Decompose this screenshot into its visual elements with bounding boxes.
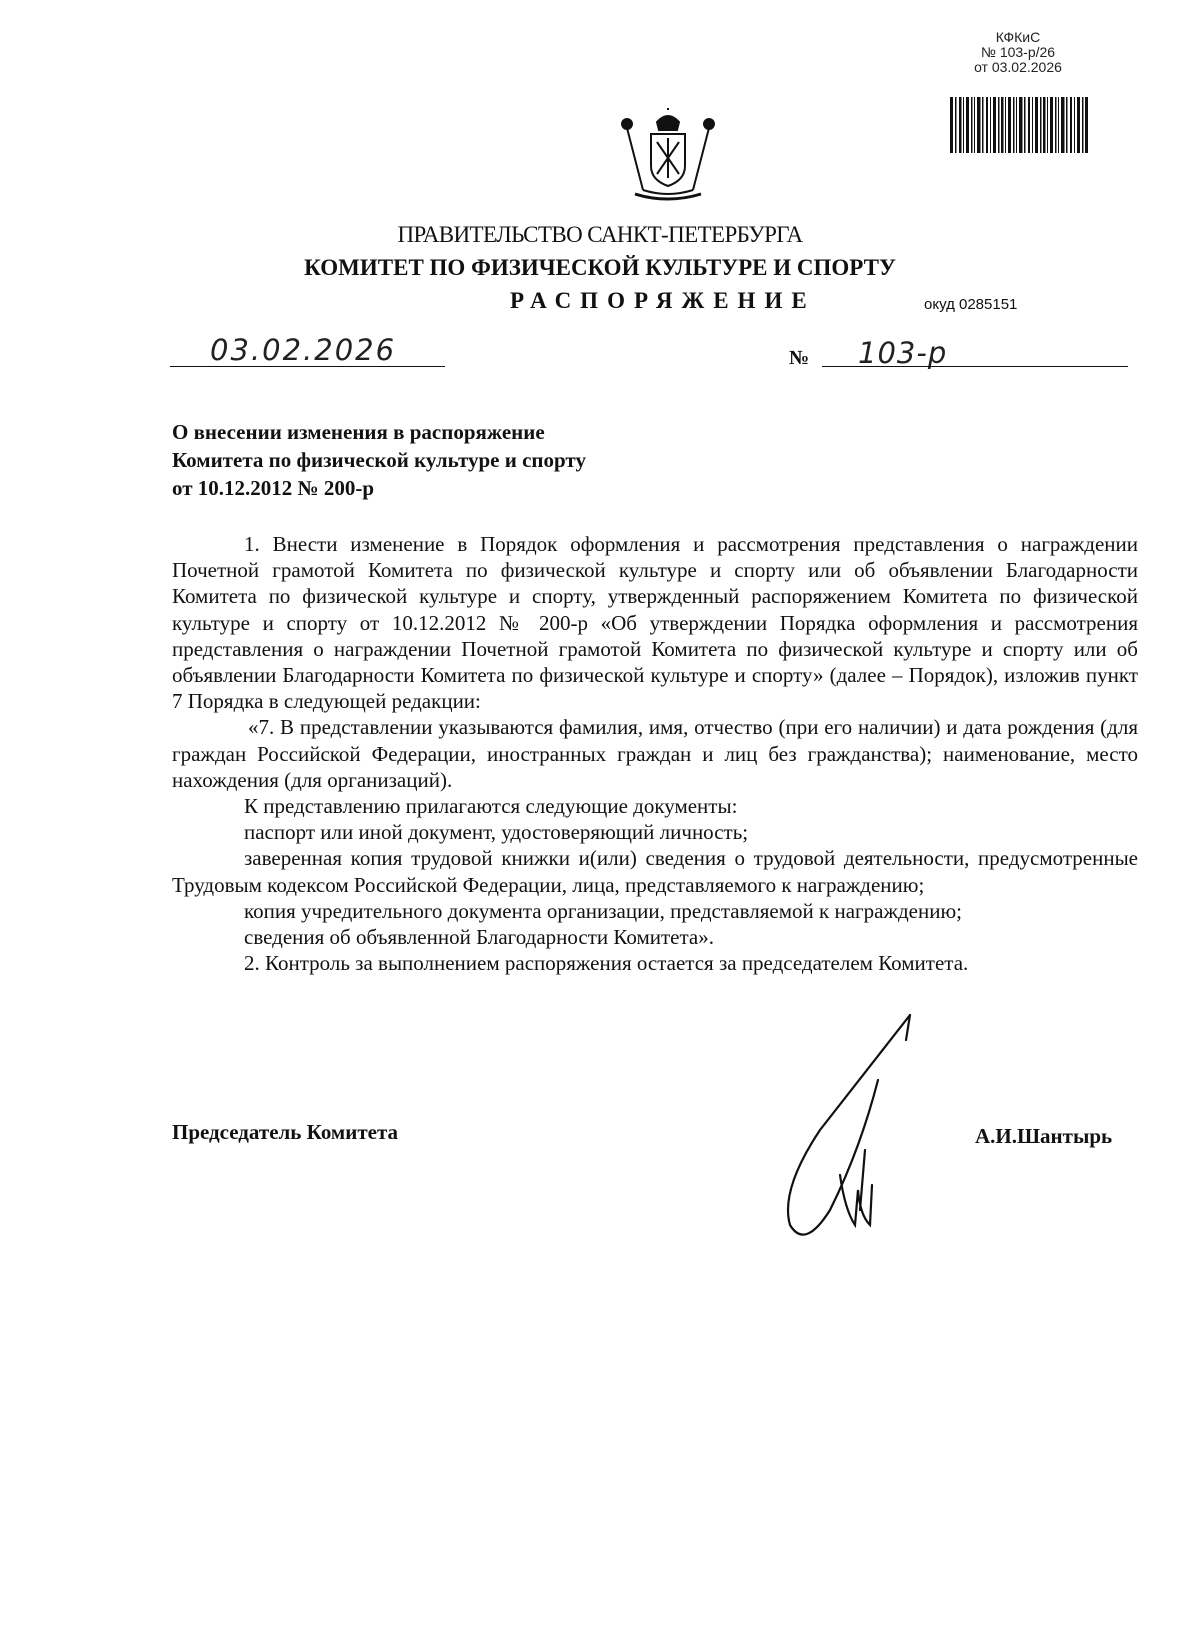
committee-heading: КОМИТЕТ ПО ФИЗИЧЕСКОЙ КУЛЬТУРЕ И СПОРТУ bbox=[304, 255, 896, 280]
paragraph-gratitude: сведения об объявленной Благодарности Комитета». bbox=[244, 925, 714, 950]
paragraph-attachments: К представлению прилагаются следующие документы: bbox=[244, 794, 738, 819]
document-body bbox=[172, 531, 1138, 976]
title-line: Комитета по физической культуре и спорту bbox=[172, 448, 586, 472]
signer-name: А.И.Шантырь bbox=[975, 1124, 1113, 1148]
handwritten-date: 03.02.2026 bbox=[210, 333, 397, 367]
paragraph-passport: паспорт или иной документ, удостоверяющий личность; bbox=[244, 820, 749, 845]
title-line: от 10.12.2012 № 200-р bbox=[172, 476, 375, 500]
handwritten-number: 103-р bbox=[858, 336, 948, 370]
paragraph-workbook: заверенная копия трудовой книжки и(или) сведения о трудовой деятельности, предусмотренные Трудовым кодексом Российской Федерации, лица, представляемого к награждению; bbox=[172, 846, 1138, 897]
stamp-date: от 03.02.2026 bbox=[974, 59, 1062, 75]
handwritten-signature bbox=[760, 1010, 970, 1260]
document-title bbox=[172, 418, 772, 502]
registration-stamp bbox=[948, 30, 1088, 75]
paragraph-1: 1. Внести изменение в Порядок оформления и рассмотрения представления о награждении Почетной грамотой Комитета по физической культуре и спорту или об объявлении Благодарности Комитета по физической культуре и спорту, утвержденный распоряжением Комитета по физической культуре и спорту от 10.12.2012 № 200-р «Об утверждении Порядка оформления и рассмотрения представления о награждении Почетной грамотой Комитета по физической культуре и спорту или об объявлении Благодарности Комитета по физической культуре и спорту» (далее – Порядок), изложив пункт 7 Порядка в следующей редакции: bbox=[172, 532, 1138, 714]
barcode-icon bbox=[950, 97, 1090, 153]
number-label: № bbox=[789, 347, 810, 369]
stamp-org: КФКиС bbox=[995, 29, 1041, 45]
stamp-number: № 103-р/26 bbox=[980, 44, 1056, 60]
number-underline bbox=[822, 366, 1128, 367]
paragraph-item-7: «7. В представлении указываются фамилия, имя, отчество (при его наличии) и дата рождения (для граждан Российской Федерации, иностранных граждан и лиц без гражданства); наименование, место нахождения (для организаций). bbox=[172, 715, 1138, 792]
document-type: РАСПОРЯЖЕНИЕ bbox=[510, 288, 816, 313]
government-heading: ПРАВИТЕЛЬСТВО САНКТ-ПЕТЕРБУРГА bbox=[397, 222, 803, 247]
title-line: О внесении изменения в распоряжение bbox=[172, 420, 545, 444]
paragraph-2: 2. Контроль за выполнением распоряжения остается за председателем Комитета. bbox=[244, 951, 969, 976]
coat-of-arms-icon bbox=[613, 108, 723, 204]
okud-code: окуд 0285151 bbox=[924, 296, 1018, 313]
signer-position: Председатель Комитета bbox=[172, 1120, 399, 1144]
paragraph-charter: копия учредительного документа организации, представляемой к награждению; bbox=[244, 898, 962, 923]
date-underline bbox=[170, 366, 445, 367]
